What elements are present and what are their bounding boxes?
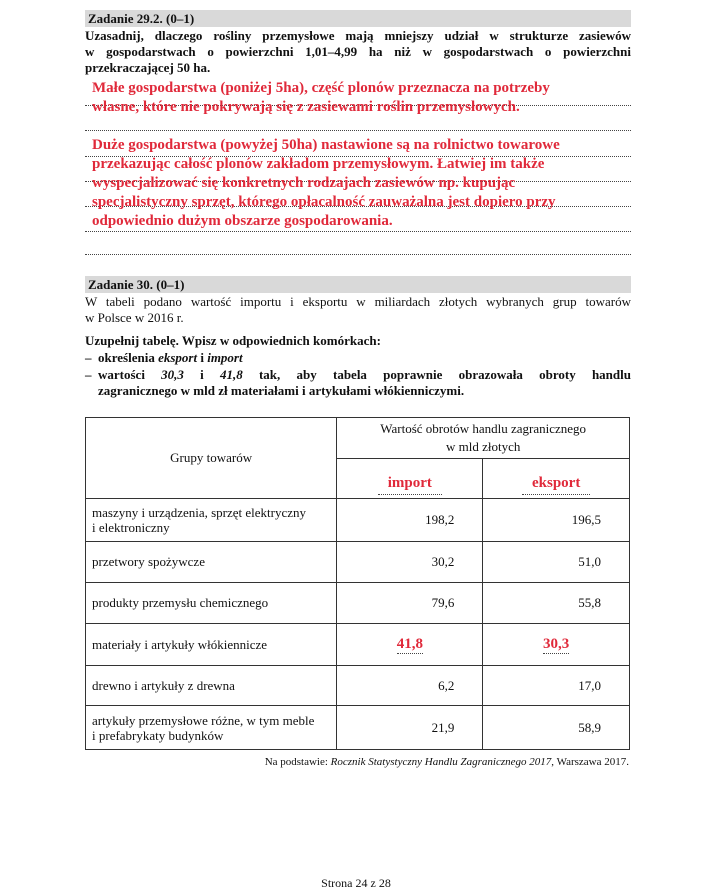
bullet-2-value-1: 30,3	[161, 367, 184, 382]
row-group-line-2: i elektroniczny	[92, 520, 170, 535]
column-header-eksport-cell[interactable]	[483, 459, 630, 499]
row-group	[86, 499, 337, 542]
bullet-2-suffix: tak, aby tabela poprawnie obrazowała obroty handlu	[242, 367, 631, 382]
answer-1-line-1: Małe gospodarstwa (poniżej 5ha), część plonów przeznacza na potrzeby	[92, 80, 550, 96]
task-30-intro-line-2: w Polsce w 2016 r.	[85, 310, 184, 325]
task-30-bullet-2	[85, 367, 631, 383]
row-group: przetwory spożywcze	[86, 542, 337, 583]
bullet-dash: –	[85, 367, 92, 382]
trade-table	[85, 417, 630, 750]
row-eksport-value: 51,0	[483, 542, 630, 583]
bullet-1-mid: i	[197, 350, 208, 365]
task-30-bullet-1	[85, 350, 631, 366]
row-eksport-value: 58,9	[483, 706, 630, 750]
source-suffix: , Warszawa 2017.	[551, 756, 629, 768]
row-group: produkty przemysłu chemicznego	[86, 583, 337, 624]
answer-2-line-4: specjalistyczny sprzęt, którego opłacalność zauważalna jest dopiero przy	[92, 194, 556, 210]
source-title: Rocznik Statystyczny Handlu Zagranicznego 2017	[330, 756, 552, 768]
table-row	[86, 583, 630, 624]
answer-line	[85, 130, 631, 131]
row-eksport-value-cell[interactable]	[483, 624, 630, 666]
row-import-value: 6,2	[337, 666, 483, 706]
row-group: materiały i artykuły włókiennicze	[86, 624, 337, 666]
handwritten-answer-1	[92, 79, 632, 117]
answer-2-line-2: przekazując całość plonów zakładom przemysłowym. Łatwiej im także	[92, 156, 545, 172]
column-header-import-cell[interactable]	[337, 459, 483, 499]
row-group: drewno i artykuły z drewna	[86, 666, 337, 706]
table-row	[86, 624, 630, 666]
table-row	[86, 666, 630, 706]
bullet-1-term-eksport: eksport	[158, 350, 198, 365]
column-header-import: import	[378, 475, 442, 495]
page-number: Strona 24 z 28	[321, 876, 391, 890]
column-header-value-line-2: w mld złotych	[445, 439, 521, 454]
bullet-2-prefix: wartości	[98, 367, 162, 382]
bullet-2-mid: i	[183, 367, 220, 382]
row-import-value: 21,9	[337, 706, 483, 750]
bullet-2-value-2: 41,8	[220, 367, 243, 382]
answer-1-line-2: własne, które nie pokrywają się z zasiewami roślin przemysłowych.	[92, 99, 520, 115]
task-29-2-question-line-2: w gospodarstwach o powierzchni 1,01–4,99 ha niż w gospodarstwach o powierzchni	[85, 44, 631, 59]
bullet-dash: –	[85, 350, 92, 365]
row-group-line-1: artykuły przemysłowe różne, w tym meble	[92, 712, 315, 728]
answer-2-line-5: odpowiednio dużym obszarze gospodarowania.	[92, 213, 393, 229]
row-group	[86, 706, 337, 750]
task-30-bullet-2-line-2: zagranicznego w mld zł materiałami i artykułami włókienniczymi.	[98, 383, 465, 398]
answer-line	[85, 254, 631, 255]
row-group-line-2: i prefabrykaty budynków	[92, 727, 224, 743]
row-import-value-cell[interactable]	[337, 624, 483, 666]
column-header-value-line-1: Wartość obrotów handlu zagranicznego	[380, 421, 587, 436]
row-eksport-value: 30,3	[543, 636, 570, 652]
table-row	[86, 706, 630, 750]
task-30-instruction: Uzupełnij tabelę. Wpisz w odpowiednich komórkach:	[85, 333, 381, 348]
row-eksport-value: 55,8	[483, 583, 630, 624]
column-header-eksport: eksport	[522, 475, 590, 495]
source-prefix: Na podstawie:	[264, 756, 331, 768]
task-29-2-question-line-3: przekraczającej 50 ha.	[85, 60, 211, 75]
row-import-value: 198,2	[337, 499, 483, 542]
row-group-line-1: maszyny i urządzenia, sprzęt elektryczny	[92, 505, 307, 520]
bullet-1-prefix: określenia	[98, 350, 159, 365]
task-30-header: Zadanie 30. (0–1)	[85, 276, 631, 293]
column-header-groups: Grupy towarów	[86, 418, 337, 499]
row-eksport-value: 196,5	[483, 499, 630, 542]
row-eksport-value: 17,0	[483, 666, 630, 706]
source-citation	[265, 756, 629, 768]
row-import-value: 79,6	[337, 583, 483, 624]
handwritten-answer-2	[92, 136, 632, 231]
answer-2-line-1: Duże gospodarstwa (powyżej 50ha) nastawione są na rolnictwo towarowe	[92, 137, 560, 153]
table-row	[86, 542, 630, 583]
task-29-2-header: Zadanie 29.2. (0–1)	[85, 10, 631, 27]
row-import-value: 30,2	[337, 542, 483, 583]
table-row	[86, 499, 630, 542]
bullet-1-term-import: import	[207, 350, 243, 365]
task-29-2-question-line-1: Uzasadnij, dlaczego rośliny przemysłowe mają mniejszy udział w strukturze zasiewów	[85, 28, 631, 43]
answer-2-line-3: wyspecjalizować się konkretnych rodzajach zasiewów np. kupując	[92, 175, 516, 191]
row-import-value: 41,8	[396, 636, 423, 652]
answer-line	[85, 231, 631, 232]
task-30-intro-line-1: W tabeli podano wartość importu i eksportu w miliardach złotych wybranych grup towarów	[85, 294, 631, 309]
column-header-value	[337, 418, 630, 459]
